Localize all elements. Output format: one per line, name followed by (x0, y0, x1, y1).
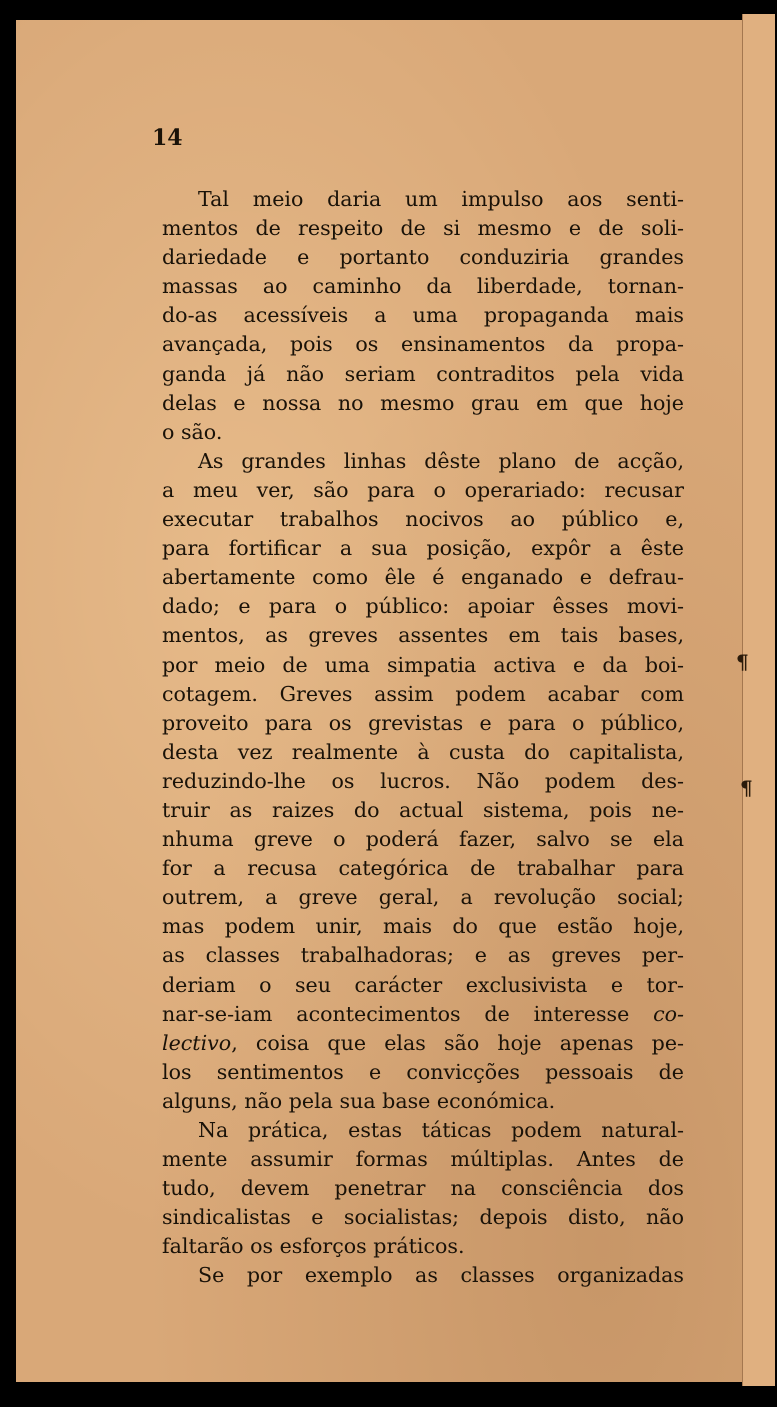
ink-blot: ¶ (736, 650, 749, 674)
text-line: for a recusa categórica de trabalhar para (162, 856, 684, 881)
text-line: Tal meio daria um impulso aos senti- (198, 187, 684, 211)
text-line (162, 1029, 684, 1058)
text-fragment: nar-se-iam acontecimentos de interesse (162, 1001, 630, 1026)
text-fragment-italic: lectivo (162, 1030, 232, 1055)
text-line: do-as acessíveis a uma propaganda mais (162, 303, 684, 328)
text-line: mente assumir formas múltiplas. Antes de (162, 1147, 684, 1172)
text-line: o são. (162, 419, 223, 444)
text-line: reduzindo-lhe os lucros. Não podem des- (162, 768, 684, 793)
text-line: mentos de respeito de si mesmo e de soli- (162, 216, 684, 241)
text-line: executar trabalhos nocivos ao público e, (162, 507, 684, 532)
text-line: sindicalistas e socialistas; depois disto, não (162, 1205, 684, 1230)
body-text (162, 185, 684, 1291)
text-line: as classes trabalhadoras; e as greves per- (162, 943, 684, 968)
text-line: dariedade e portanto conduziria grandes (162, 245, 684, 270)
text-line: outrem, a greve geral, a revolução social; (162, 885, 684, 910)
text-line: proveito para os grevistas e para o público, (162, 710, 684, 735)
text-line: por meio de uma simpatia activa e da boi- (162, 652, 684, 677)
text-line: para fortificar a sua posição, expôr a êste (162, 536, 684, 561)
text-line: tudo, devem penetrar na consciência dos (162, 1176, 684, 1201)
text-fragment-italic: co- (653, 1001, 685, 1026)
text-fragment: , coisa que elas são hoje apenas pe- (231, 1030, 684, 1055)
text-line: dado; e para o público: apoiar êsses movi- (162, 594, 684, 619)
text-line: mas podem unir, mais do que estão hoje, (162, 914, 684, 939)
ink-blot: ¶ (740, 776, 753, 800)
text-line: massas ao caminho da liberdade, tornan- (162, 274, 684, 299)
text-line: faltarão os esforços práticos. (162, 1234, 465, 1259)
text-line: Se por exemplo as classes organizadas (198, 1263, 684, 1288)
text-line: As grandes linhas dêste plano de acção, (198, 448, 684, 473)
text-line: Na prática, estas táticas podem natural- (198, 1118, 684, 1142)
text-line: a meu ver, são para o operariado: recusar (162, 477, 684, 502)
text-line: delas e nossa no mesmo grau em que hoje (162, 390, 684, 415)
text-line: ganda já não seriam contraditos pela vida (162, 361, 684, 386)
text-line: truir as raizes do actual sistema, pois ne- (162, 797, 684, 822)
text-line: avançada, pois os ensinamentos da propa- (162, 332, 684, 357)
text-line: mentos, as greves assentes em tais bases, (162, 623, 684, 648)
text-line: desta vez realmente à custa do capitalista, (162, 739, 684, 764)
text-line: deriam o seu carácter exclusivista e tor- (162, 972, 684, 997)
adjacent-page-edge (742, 14, 775, 1386)
text-line: cotagem. Greves assim podem acabar com (162, 681, 684, 706)
text-line (162, 1000, 684, 1029)
text-line: nhuma greve o poderá fazer, salvo se ela (162, 827, 684, 852)
text-line: los sentimentos e convicções pessoais de (162, 1059, 684, 1084)
text-line: alguns, não pela sua base económica. (162, 1088, 556, 1113)
page-number: 14 (152, 125, 183, 151)
text-line: abertamente como êle é enganado e defrau- (162, 565, 684, 590)
